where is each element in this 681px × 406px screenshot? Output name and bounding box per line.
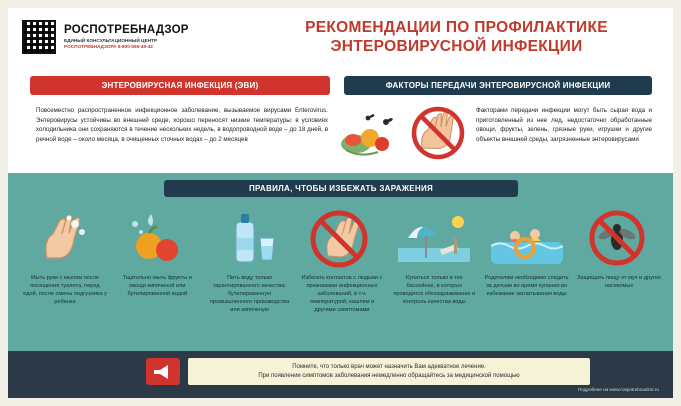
rule-caption: Родителям необходимо следить за детьми во время купания во избежание заглатывания воды — [484, 275, 569, 298]
children-swimming-icon — [491, 208, 563, 270]
rule-caption: Купаться только в тех бассейнах, в которых проводится обеззараживание и контроль качества воды — [393, 275, 476, 306]
banner-rules: ПРАВИЛА, ЧТОБЫ ИЗБЕЖАТЬ ЗАРАЖЕНИЯ — [164, 180, 518, 197]
page-title-line1: РЕКОМЕНДАЦИИ ПО ПРОФИЛАКТИКЕ — [305, 18, 608, 36]
megaphone-icon — [146, 358, 180, 385]
qr-code-icon — [22, 20, 56, 54]
rule-card-no-insects — [576, 208, 662, 346]
rule-card-hand-washing — [22, 208, 108, 346]
poster-inner — [8, 8, 673, 398]
header — [8, 8, 673, 66]
contaminated-food-icon — [338, 104, 406, 162]
org-name: РОСПОТРЕБНАДЗОР — [64, 23, 189, 36]
rule-caption: Пить воду только гарантированного качества: бутилированную промышленного производства или кипяченую — [209, 275, 290, 314]
beach-umbrella-icon — [398, 208, 470, 270]
transmission-description: Факторами передачи инфекции могут быть сырая вода и приготовленный из нее лед, недостаточно обработанные овощи, фрукты, зелень, грязные руки, игрушки и другие объекты внешней среды, загрязненные энтеровирусами — [476, 107, 652, 143]
rule-card-pool-safety — [391, 208, 477, 346]
bottled-water-icon — [214, 208, 286, 270]
no-insects-icon — [583, 208, 655, 270]
rules-card-list — [22, 208, 662, 346]
footer-note-line1: Помните, что только врач может назначить Вам адекватное лечение. — [292, 363, 486, 370]
rule-card-no-contact-sick — [299, 208, 385, 346]
dirty-hand-no-icon — [408, 104, 470, 162]
footer-note — [188, 358, 590, 385]
org-consult-center: ЕДИНЫЙ КОНСУЛЬТАЦИОННЫЙ ЦЕНТР — [64, 38, 157, 44]
evi-description: Повсеместно распространенное инфекционное заболевание, вызываемое вирусами Enterovirus. Энтеровирусы устойчивы во внешней среде, хорошо переносят низкие температуры: в условиях холодильника они сохраняются в течение нескольких недель, в водопроводной воде – до 18 дней, в речной воде – около месяца, в очищенных сточных водах – до 2 месяцев — [36, 107, 328, 143]
footer-link: Подробнее на www.rospotrebnadzor.ru — [577, 387, 659, 392]
washing-fruits-icon — [121, 208, 193, 270]
rule-caption: Избегать контактов с людьми с признаками инфекционных заболеваний, в т.ч. температурой, кашлем и другими симптомами — [301, 275, 383, 314]
page-title — [258, 18, 673, 57]
rule-caption: Защищать пищу от мух и других насекомых — [577, 275, 661, 290]
banner-evi: ЭНТЕРОВИРУСНАЯ ИНФЕКЦИЯ (ЭВИ) — [30, 76, 330, 95]
rule-caption: Мыть руки с мылом после посещения туалета, перед едой, после смены подгузника у ребенка — [23, 275, 107, 306]
page-title-line2: ЭНТЕРОВИРУСНОЙ ИНФЕКЦИИ — [330, 38, 583, 55]
rule-card-bottled-water — [207, 208, 293, 346]
rule-card-washing-fruits — [114, 208, 200, 346]
hand-washing-icon — [29, 208, 101, 270]
logo-block — [8, 20, 258, 54]
footer-note-line2: При появлении симптомов заболевания немедленно обращайтесь за медицинской помощью — [258, 372, 520, 379]
org-phone: РОСПОТРЕБНАДЗОРА 8-800-555-49-43 — [64, 44, 153, 50]
rule-card-children-swimming — [484, 208, 570, 346]
no-contact-sick-icon — [306, 208, 378, 270]
rule-caption: Тщательно мыть фрукты и овощи кипяченой или бутилированной водой — [122, 275, 192, 298]
logo-text — [64, 24, 189, 50]
banner-transmission-factors: ФАКТОРЫ ПЕРЕДАЧИ ЭНТЕРОВИРУСНОЙ ИНФЕКЦИИ — [344, 76, 652, 95]
